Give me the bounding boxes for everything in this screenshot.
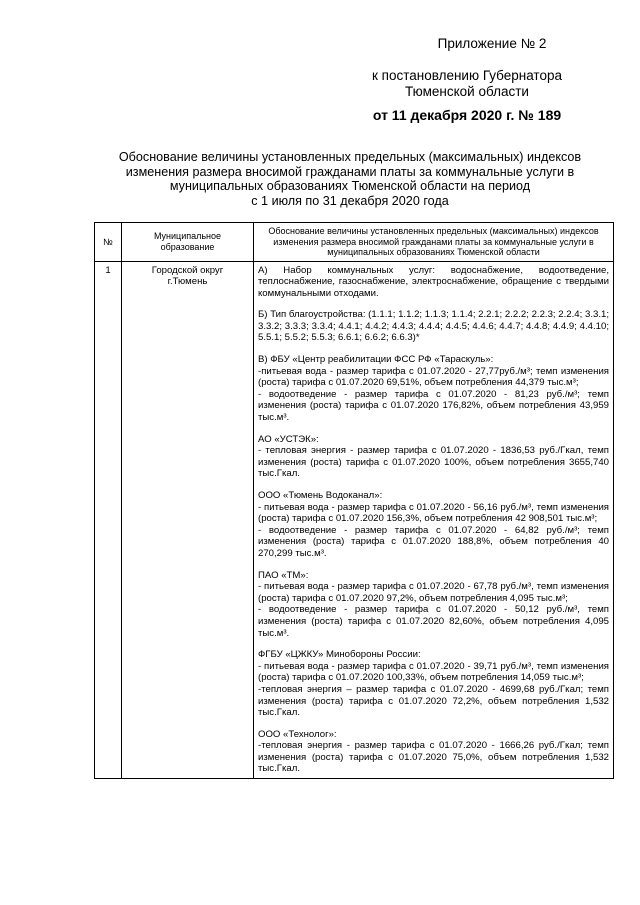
paragraph: ПАО «ТМ»: [258,569,309,581]
paragraph: - тепловая энергия - размер тарифа с 01.07.2020 - 1836,53 руб./Гкал, темп изменения (роста) тарифа с 01.07.2020 100%, объем потребления 3655,740 тыс.Гкал. [258,445,609,480]
paragraph: ООО «Технолог»: [258,728,337,740]
paragraph: - водоотведение - размер тарифа с 01.07.2020 - 81,23 руб./м³; темп изменения (роста) тарифа с 01.07.2020 176,82%, объем потребления 43,959 тыс.м³. [258,388,609,424]
appendix-reference [352,68,582,100]
paragraph: - водоотведение - размер тарифа с 01.07.2020 - 64,82 руб./м³; темп изменения (роста) тарифа с 01.07.2020 188,8%, объем потребления 40 270,299 тыс.м³. [258,524,609,559]
appendix-title: Приложение № 2 [437,36,547,51]
block-tszhku [258,649,609,719]
document-title [100,150,600,208]
title-line: муниципальных образованиях Тюменской области на период [169,179,531,193]
paragraph: В) ФБУ «Центр реабилитации ФСС РФ «Тараскуль»: [258,354,494,366]
block-services [258,265,609,300]
paragraph: - питьевая вода - размер тарифа с 01.07.2020 - 39,71 руб./м³, темп изменения (роста) тарифа с 01.07.2020 100,33%, объем потребления 14,059 тыс.м³; [258,660,609,684]
justification-table [94,222,614,779]
municipality-line: Городской округ [151,264,224,276]
paragraph: -питьевая вода - размер тарифа с 01.07.2020 - 27,77руб./м³; темп изменения (роста) тарифа с 01.07.2020 69,51%, объем потребления 44,379 тыс.м³; [258,365,609,389]
paragraph: Б) Тип благоустройства: (1.1.1; 1.1.2; 1.1.3; 1.1.4; 2.2.1; 2.2.2; 2.2.3; 2.2.4; 3.3.1; 3.3.2; 3.3.3; 3.3.4; 4.4.1; 4.4.2; 4.4.3; 4.4.4; 4.4.5; 4.4.6; 4.4.7; 4.4.8; 4.4.9; 4.4.10; 5.5.1; 5.5.2; 5.5.3; 6.6.1; 6.6.2; 6.6.3)* [258,309,609,344]
paragraph: ООО «Тюмень Водоканал»: [258,490,383,501]
paragraph: - питьевая вода - размер тарифа с 01.07.2020 - 56,16 руб./м³, темп изменения (роста) тарифа с 01.07.2020 156,3%, объем потребления 42 908,501 тыс.м³; [258,501,609,525]
decree-date: от 11 декабря 2020 г. № 189 [372,107,562,123]
block-tekhnolog [258,729,609,775]
table-row [95,261,614,779]
paragraph: -тепловая энергия - размер тарифа с 01.07.2020 - 1666,26 руб./Гкал; темп изменения (роста) тарифа с 01.07.2020 75,0%, объем потребления 1,532 тыс.Гкал. [258,740,609,775]
paragraph: ФГБУ «ЦЖКУ» Минобороны России: [258,649,421,661]
header-num: № [95,223,122,262]
title-line: изменения размера вносимой гражданами платы за коммунальные услуги в [125,164,575,179]
title-line: Обоснование величины установленных предельных (максимальных) индексов [118,150,582,164]
table-header-row [95,223,614,262]
row-justification [254,261,614,779]
paragraph: А) Набор коммунальных услуг: водоснабжение, водоотведение, теплоснабжение, газоснабжение, электроснабжение, обращение с твердыми коммунальными отходами. [258,264,609,299]
block-improvement-types [258,309,609,344]
paragraph: -тепловая энергия – размер тарифа с 01.07.2020 - 4699,68 руб./Гкал; темп изменения (роста) тарифа с 01.07.2020 72,2%, объем потребления 1,532 тыс.Гкал. [258,683,609,719]
paragraph: АО «УСТЭК»: [258,433,319,445]
paragraph: - питьевая вода - размер тарифа с 01.07.2020 - 67,78 руб./м³, темп изменения (роста) тарифа с 01.07.2020 97,2%, объем потребления 4,095 тыс.м³; [258,581,609,604]
appendix-line: к постановлению Губернатора [372,68,562,83]
block-pao-tm [258,570,609,640]
block-tyumen-vodokanal [258,490,609,560]
block-ustek [258,434,609,480]
title-line: с 1 июля по 31 декабря 2020 года [251,193,449,208]
header-justification: Обоснование величины установленных предельных (максимальных) индексов изменения размера вносимой гражданами платы за коммунальные услуги в муниципальных образованиях Тюменской области [254,223,614,262]
header-municipality: Муниципальное образование [122,223,254,262]
municipality-line: г.Тюмень [167,276,208,288]
row-municipality [122,261,254,779]
block-taraskul [258,354,609,424]
paragraph: - водоотведение - размер тарифа с 01.07.2020 - 50,12 руб./м³, темп изменения (роста) тарифа с 01.07.2020 82,60%, объем потребления 4,095 тыс.м³. [258,604,609,639]
appendix-line: Тюменской области [405,84,529,99]
row-num: 1 [95,261,122,779]
